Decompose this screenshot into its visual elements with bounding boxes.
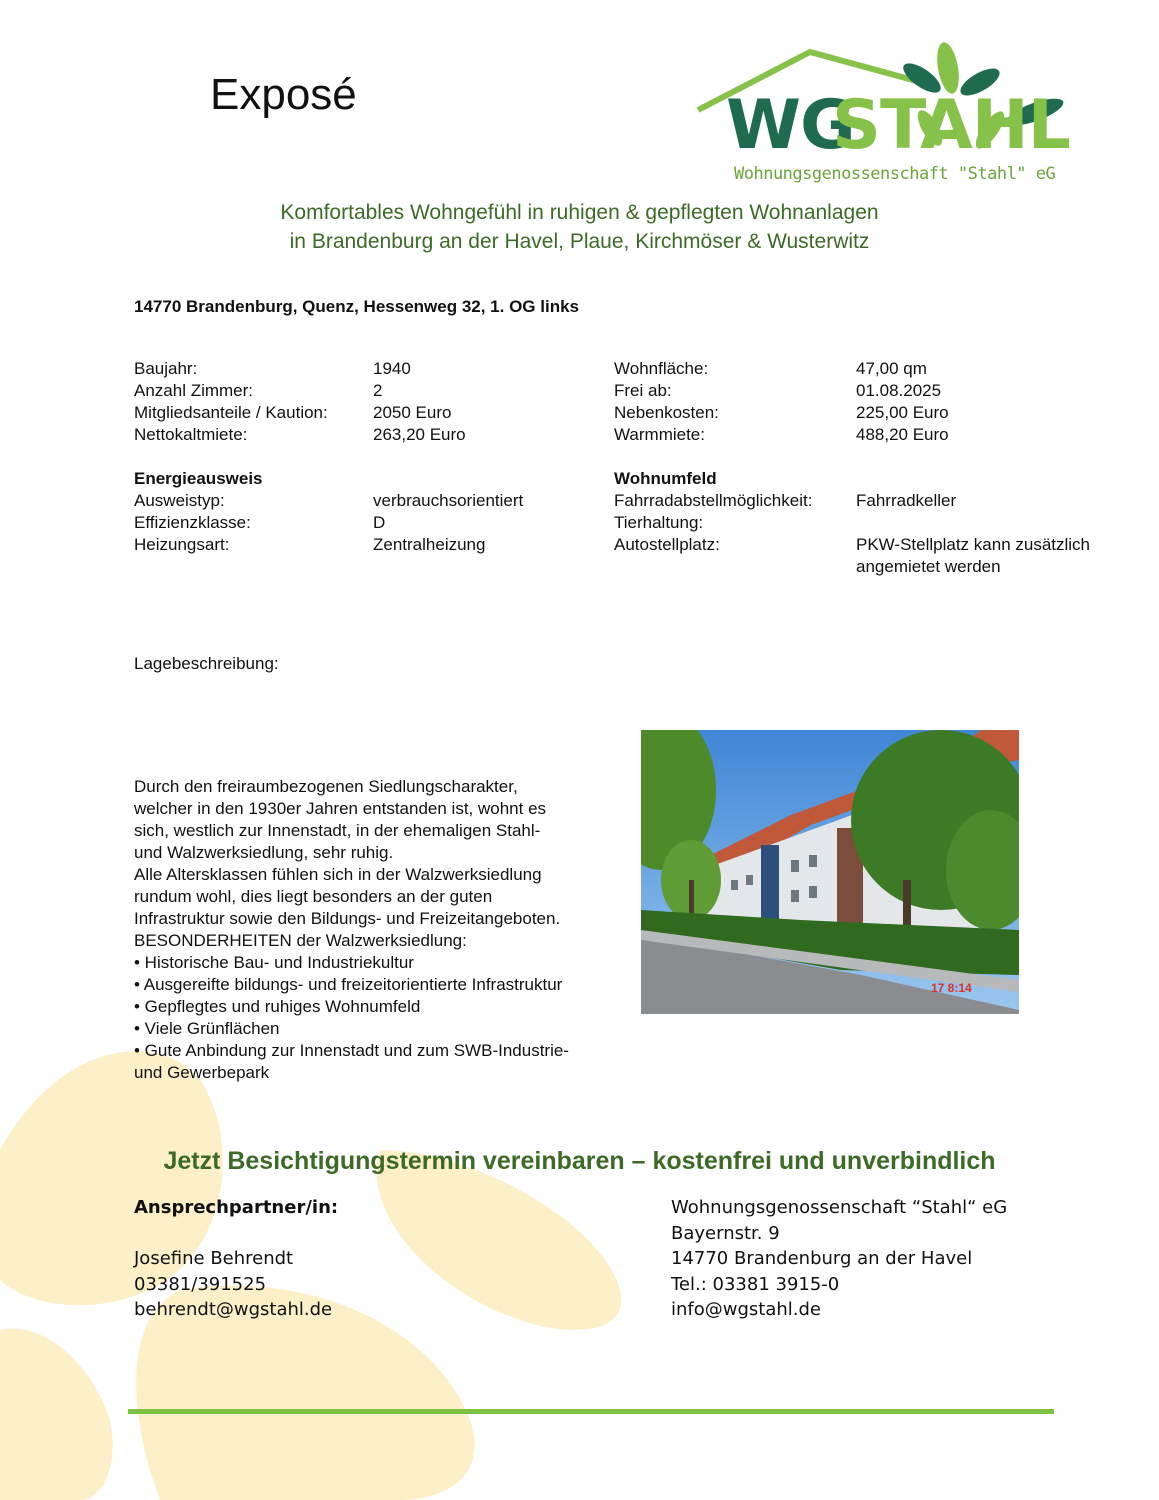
photo-timestamp: 17 8:14 (931, 981, 972, 995)
energy-label: Heizungsart: (134, 535, 230, 554)
fact-label: Baujahr: (134, 359, 198, 378)
surroundings-label: Fahrradabstellmöglichkeit: (614, 491, 813, 510)
location-bullet: • Viele Grünflächen (134, 1019, 280, 1038)
surroundings-value: Fahrradkeller (856, 491, 957, 510)
surroundings-label: Tierhaltung: (614, 513, 704, 532)
logo-stahl-text: STAHL (832, 86, 1070, 165)
location-line: rundum wohl, dies liegt besonders an der guten (134, 887, 493, 906)
wgstahl-logo (690, 38, 1070, 188)
fact-value: 47,00 qm (856, 359, 927, 378)
document-title: Exposé (210, 70, 357, 119)
logo-subtitle: Wohnungsgenossenschaft "Stahl" eG (734, 164, 1056, 184)
fact-label: Frei ab: (614, 381, 672, 400)
surroundings-value-continued: angemietet werden (856, 557, 1001, 576)
fact-value: 225,00 Euro (856, 403, 949, 422)
fact-label: Nebenkosten: (614, 403, 719, 422)
fact-value: 1940 (373, 359, 411, 378)
fact-label: Wohnfläche: (614, 359, 709, 378)
location-line: BESONDERHEITEN der Walzwerksiedlung: (134, 931, 467, 950)
fact-value: 263,20 Euro (373, 425, 466, 444)
location-line: sich, westlich zur Innenstadt, in der ehemaligen Stahl- (134, 821, 541, 840)
company-phone: Tel.: 03381 3915-0 (671, 1273, 840, 1295)
company-contact (671, 1195, 1007, 1323)
energy-value: verbrauchsorientiert (373, 491, 524, 510)
company-name: Wohnungsgenossenschaft “Stahl“ eG (671, 1197, 1008, 1218)
fact-value: 2 (373, 381, 383, 400)
location-bullet: • Ausgereifte bildungs- und freizeitorientierte Infrastruktur (134, 975, 563, 994)
fact-label: Anzahl Zimmer: (134, 381, 254, 400)
fact-value: 2050 Euro (373, 403, 452, 422)
fact-value: 488,20 Euro (856, 425, 949, 444)
energy-heading: Energieausweis (134, 469, 263, 488)
fact-label: Warmmiete: (614, 425, 705, 444)
property-address: 14770 Brandenburg, Quenz, Hessenweg 32, 1. OG links (134, 297, 579, 316)
energy-value: Zentralheizung (373, 535, 486, 554)
surroundings-value: PKW-Stellplatz kann zusätzlich (856, 535, 1091, 554)
location-bullet: • Gepflegtes und ruhiges Wohnumfeld (134, 997, 421, 1016)
headline-line-1: Komfortables Wohngefühl in ruhigen & gepflegten Wohnanlagen (280, 201, 879, 224)
contact-email[interactable]: behrendt@wgstahl.de (134, 1299, 333, 1320)
energy-value: D (373, 513, 386, 532)
company-city: 14770 Brandenburg an der Havel (671, 1248, 973, 1269)
location-bullet: • Gute Anbindung zur Innenstadt und zum SWB-Industrie- (134, 1041, 569, 1060)
location-line: und Walzwerksiedlung, sehr ruhig. (134, 843, 394, 862)
location-line: und Gewerbepark (134, 1063, 270, 1082)
location-description (134, 776, 634, 1084)
headline-line-2: in Brandenburg an der Havel, Plaue, Kirchmöser & Wusterwitz (289, 230, 870, 253)
contact-person (134, 1195, 338, 1323)
contact-phone: 03381/391525 (134, 1273, 267, 1295)
location-line: Durch den freiraumbezogenen Siedlungscharakter, (134, 777, 518, 796)
company-email[interactable]: info@wgstahl.de (671, 1299, 822, 1320)
surroundings-label: Autostellplatz: (614, 535, 720, 554)
location-line: welcher in den 1930er Jahren entstanden ist, wohnt es (134, 799, 547, 818)
call-to-action: Jetzt Besichtigungstermin vereinbaren – kostenfrei und unverbindlich (163, 1147, 996, 1175)
footer-divider (128, 1409, 1054, 1414)
logo-wg-text: WG (726, 86, 855, 165)
fact-value: 01.08.2025 (856, 381, 942, 400)
building-photo (641, 730, 1019, 1014)
surroundings-heading: Wohnumfeld (614, 469, 717, 488)
contact-heading: Ansprechpartner/in: (134, 1197, 339, 1218)
contact-name: Josefine Behrendt (134, 1248, 294, 1269)
fact-label: Mitgliedsanteile / Kaution: (134, 403, 328, 422)
energy-label: Ausweistyp: (134, 491, 225, 510)
company-street: Bayernstr. 9 (671, 1222, 780, 1244)
location-line: Infrastruktur sowie den Bildungs- und Freizeitangeboten. (134, 909, 561, 928)
location-label: Lagebeschreibung: (134, 654, 279, 673)
location-line: Alle Altersklassen fühlen sich in der Walzwerksiedlung (134, 865, 542, 884)
location-bullet: • Historische Bau- und Industriekultur (134, 953, 414, 972)
energy-label: Effizienzklasse: (134, 513, 251, 532)
fact-label: Nettokaltmiete: (134, 425, 248, 444)
